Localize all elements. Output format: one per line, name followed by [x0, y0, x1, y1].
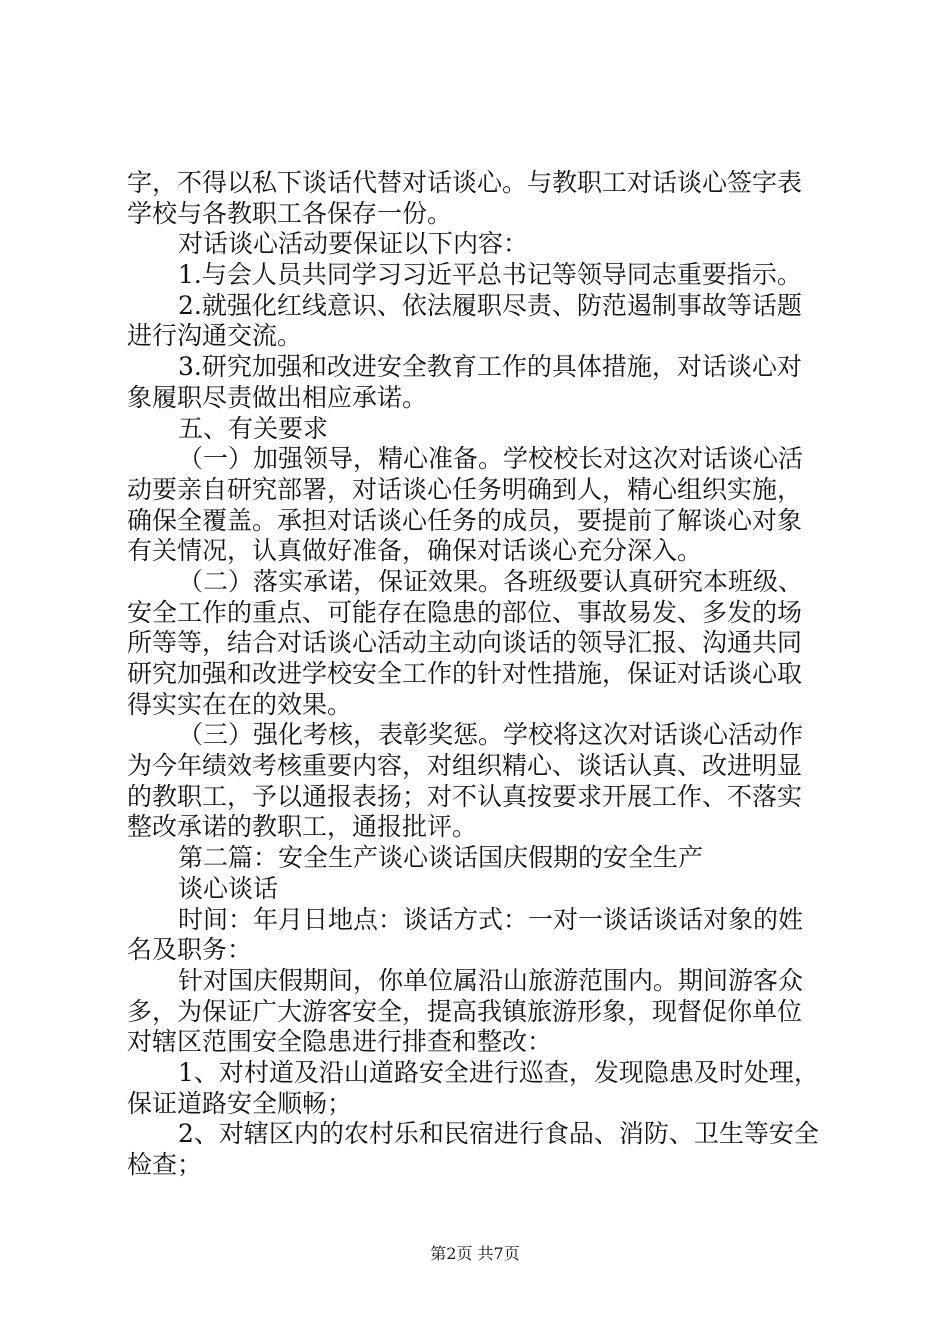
text-line: 保证道路安全顺畅；: [127, 1088, 353, 1118]
text-line: （二）落实承诺，保证效果。各班级要认真研究本班级、: [178, 566, 804, 596]
text-line: 1、对村道及沿山道路安全进行巡查，发现隐患及时处理，: [178, 1057, 819, 1087]
text-line: 安全工作的重点、可能存在隐患的部位、事故易发、多发的场: [127, 597, 803, 627]
text-line: （一）加强领导，精心准备。学校校长对这次对话谈心活: [178, 444, 804, 474]
text-line: （三）强化考核，表彰奖惩。学校将这次对话谈心活动作: [178, 720, 804, 750]
text-line: 字，不得以私下谈话代替对话谈心。与教职工对话谈心签字表: [127, 168, 803, 197]
text-line: 检查；: [127, 1150, 203, 1179]
page-number-footer: 第2页 共7页: [430, 1244, 520, 1263]
text-line: 动要亲自研究部署，对话谈心任务明确到人，精心组织实施，: [127, 474, 803, 504]
text-line: 学校与各教职工各保存一份。: [127, 198, 453, 228]
chapter-heading: 第二篇：安全生产谈心谈话国庆假期的安全生产: [178, 843, 704, 873]
text-line: 有关情况，认真做好准备，确保对话谈心充分深入。: [127, 536, 703, 566]
text-line: 3.研究加强和改进安全教育工作的具体措施，对话谈心对: [178, 352, 802, 382]
text-line: 象履职尽责做出相应承诺。: [127, 382, 428, 412]
text-line: 为今年绩效考核重要内容，对组织精心、谈话认真、改进明显: [127, 751, 803, 781]
text-line: 2.就强化红线意识、依法履职尽责、防范遏制事故等话题: [178, 290, 802, 320]
text-line: 确保全覆盖。承担对话谈心任务的成员，要提前了解谈心对象: [127, 505, 803, 535]
text-line: 研究加强和改进学校安全工作的针对性措施，保证对话谈心取: [127, 659, 803, 688]
text-line: 1.与会人员共同学习习近平总书记等领导同志重要指示。: [178, 260, 802, 290]
text-line: 对话谈心活动要保证以下内容：: [178, 229, 529, 259]
text-line: 的教职工，予以通报表扬；对不认真按要求开展工作、不落实: [127, 781, 803, 811]
text-line: 2、对辖区内的农村乐和民宿进行食品、消防、卫生等安全: [178, 1119, 819, 1149]
text-line: 多，为保证广大游客安全，提高我镇旅游形象，现督促你单位: [127, 996, 803, 1026]
text-line: 整改承诺的教职工，通报批评。: [127, 812, 478, 842]
text-line: 所等等，结合对话谈心活动主动向谈话的领导汇报、沟通共同: [127, 628, 803, 658]
text-line: 得实实在在的效果。: [127, 689, 353, 719]
section-heading: 五、有关要求: [178, 413, 329, 443]
text-line: 进行沟通交流。: [127, 321, 303, 351]
chapter-heading-continued: 谈心谈话: [178, 873, 279, 903]
text-line: 针对国庆假期间，你单位属沿山旅游范围内。期间游客众: [178, 965, 804, 995]
text-line: 名及职务：: [127, 935, 253, 965]
text-line: 对辖区范围安全隐患进行排查和整改：: [127, 1027, 553, 1057]
text-line: 时间：年月日地点：谈话方式：一对一谈话谈话对象的姓: [178, 904, 804, 934]
